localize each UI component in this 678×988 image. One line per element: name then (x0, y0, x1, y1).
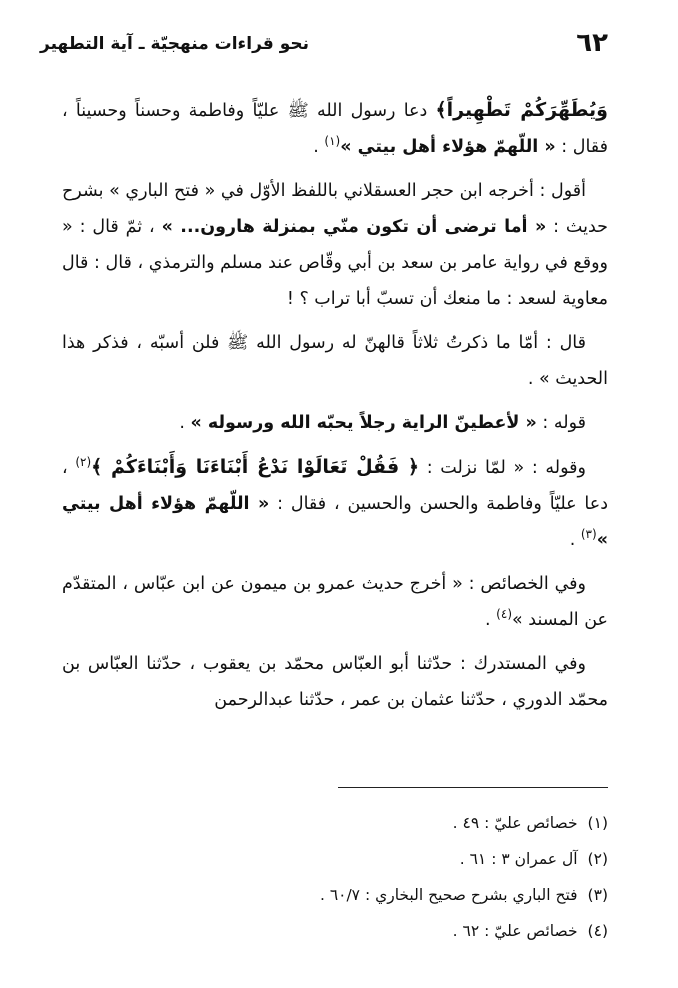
paragraph-text: وفي الخصائص : « أخرج حديث عمرو بن ميمون عن ابن عبّاس ، المتقدّم عن المسند » (62, 574, 608, 630)
footnote-ref[interactable]: (٤) (496, 607, 512, 622)
hadith-quote: « اللّهمّ هؤلاء أهل بيتي » (62, 494, 608, 550)
page-number: ٦٢ (576, 28, 608, 58)
footnote-ref[interactable]: (١) (324, 134, 341, 149)
footnotes (62, 805, 608, 949)
paragraph-7 (62, 646, 608, 718)
paragraph-text: قوله : (536, 413, 586, 433)
paragraph-1 (62, 92, 608, 165)
paragraph-text: . (569, 530, 581, 550)
paragraph-text: وفي المستدرك : حدّثنا أبو العبّاس محمّد بن يعقوب ، حدّثنا العبّاس بن محمّد الدوري ، حدّثنا عثمان بن عمر ، حدّثنا عبدالرحمن (62, 654, 608, 710)
footnote-item (62, 805, 608, 841)
paragraph-text: ، دعا عليّاً وفاطمة والحسن والحسين ، فقال : (62, 458, 608, 514)
paragraph-text: . (179, 413, 191, 433)
footnote-text: آل عمران ٣ : ٦١ . (459, 850, 578, 868)
footnote-text: فتح الباري بشرح صحيح البخاري : ٦٠/٧ . (319, 886, 578, 904)
footnote-number: (٣) (587, 886, 608, 904)
paragraph-text: قال : أمّا ما ذكرتُ ثلاثاً قالهنّ له رسول الله ﷺ فلن أسبّه ، فذكر هذا الحديث » . (62, 333, 608, 389)
running-title: نحو قراءات منهجيّة ـ آية التطهير (40, 34, 309, 54)
footnote-ref[interactable]: (٢) (75, 455, 92, 470)
paragraph-6 (62, 566, 608, 638)
paragraph-2 (62, 173, 608, 317)
page-header (40, 28, 608, 64)
footnote-item (62, 841, 608, 877)
paragraph-4 (62, 405, 608, 441)
footnote-item (62, 877, 608, 913)
hadith-quote: « اللّهمّ هؤلاء أهل بيتي » (340, 137, 556, 157)
footnote-text: خصائص عليّ : ٦٢ . (452, 922, 578, 940)
footnote-item (62, 913, 608, 949)
footnote-number: (٢) (587, 850, 608, 868)
hadith-quote: « لأعطينّ الراية رجلاً يحبّه الله ورسوله » (190, 413, 537, 433)
quran-verse: وَيُطَهِّرَكُمْ تَطْهِيراً﴾ (435, 99, 608, 121)
footnote-number: (١) (587, 814, 608, 832)
paragraph-text: دعا رسول الله ﷺ عليّاً وفاطمة وحسناً وحسيناً ، فقال : (62, 101, 608, 157)
quran-verse: ﴿ فَقُلْ تَعَالَوْا نَدْعُ أَبْنَاءَنَا وَأَبْنَاءَكُمْ ﴾ (91, 456, 420, 478)
paragraph-text: . (485, 610, 497, 630)
paragraph-text: وقوله : « لمّا نزلت : (419, 458, 586, 478)
paragraph-text: . (313, 137, 325, 157)
footnote-number: (٤) (587, 922, 608, 940)
footnote-text: خصائص عليّ : ٤٩ . (452, 814, 578, 832)
footnote-ref[interactable]: (٣) (580, 527, 597, 542)
paragraph-5 (62, 449, 608, 558)
paragraph-text: أقول : أخرجه ابن حجر العسقلاني باللفظ الأوّل في « فتح الباري » بشرح حديث : (62, 181, 608, 237)
main-text (62, 92, 608, 726)
paragraph-text: ، ثمّ قال : « ووقع في رواية عامر بن سعد بن أبي وقّاص عند مسلم والترمذي ، قال : قال معاوية لسعد : ما منعك أن تسبّ أبا تراب ؟ ! (62, 217, 608, 309)
hadith-quote: « أما ترضى أن تكون منّي بمنزلة هارون... » (161, 217, 547, 237)
footnote-divider (338, 787, 608, 788)
paragraph-3 (62, 325, 608, 397)
